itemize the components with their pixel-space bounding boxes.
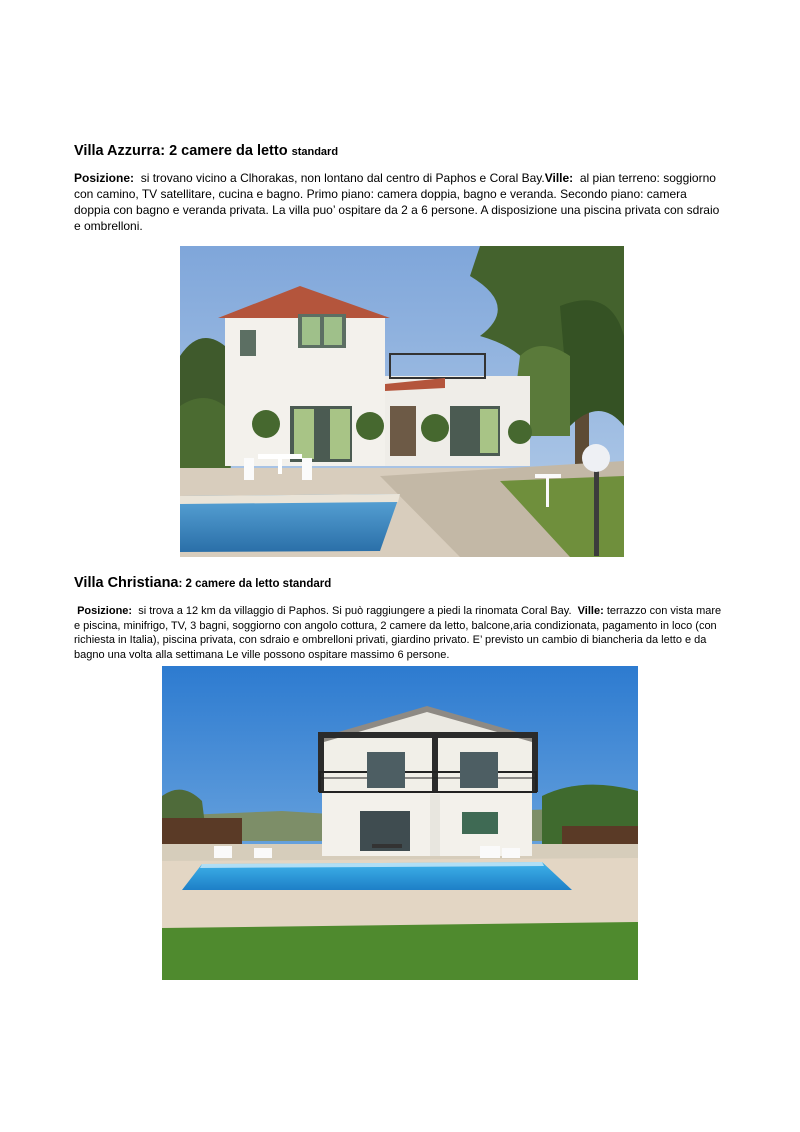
villa-christiana-description xyxy=(74,604,729,662)
villa-azzurra-position-text: si trovano vicino a Clhorakas, non lontano dal centro di Paphos e Coral Bay. xyxy=(140,171,545,185)
villa-azzurra-title-suffix: standard xyxy=(291,146,339,158)
villa-christiana-position-text: si trova a 12 km da villaggio di Paphos. Si può raggiungere a piedi la rinomata Coral Bay. xyxy=(138,605,572,617)
villa-azzurra-ville-label: Ville: xyxy=(544,171,574,185)
villa-christiana-ville-label: Ville: xyxy=(577,605,604,617)
villa-christiana-position-label: Posizione: xyxy=(77,605,133,617)
villa-christiana-ville-text: terrazzo con vista mare e piscina, minifrigo, TV, 3 bagni, soggiorno con angolo cottura, 2 camere da letto, balcone,aria condizionata, pagamento in loco (con richiesta in Italia), piscina privata, con sdraio e ombrelloni privati, giardino privato. E’ previsto un cambio di biancheria da letto e da bagno una volta alla settimana Le ville possono ospitare massimo 6 persone. xyxy=(74,605,722,661)
villa-azzurra-position-label: Posizione: xyxy=(74,171,135,185)
villa-azzurra-photo xyxy=(180,246,624,557)
villa-azzurra-ville-text: al pian terreno: soggiorno con camino, TV satellitare, cucina e bagno. Primo piano: camera doppia, bagno e veranda. Secondo piano: camera doppia con bagno e veranda privata. La villa puo’ ospitare da 2 a 6 persone. A disposizione una piscina privata con sdraio e ombrelloni. xyxy=(74,171,720,233)
villa-christiana-title: Villa Christiana xyxy=(74,575,179,591)
villa-christiana-heading xyxy=(74,574,331,593)
villa-christiana-title-suffix: : 2 camere da letto standard xyxy=(178,578,332,590)
villa-azzurra-description xyxy=(74,170,724,234)
villa-christiana-photo xyxy=(162,666,638,980)
villa-azzurra-title: Villa Azzurra: 2 camere da letto xyxy=(74,143,288,159)
villa-azzurra-heading xyxy=(74,142,338,161)
